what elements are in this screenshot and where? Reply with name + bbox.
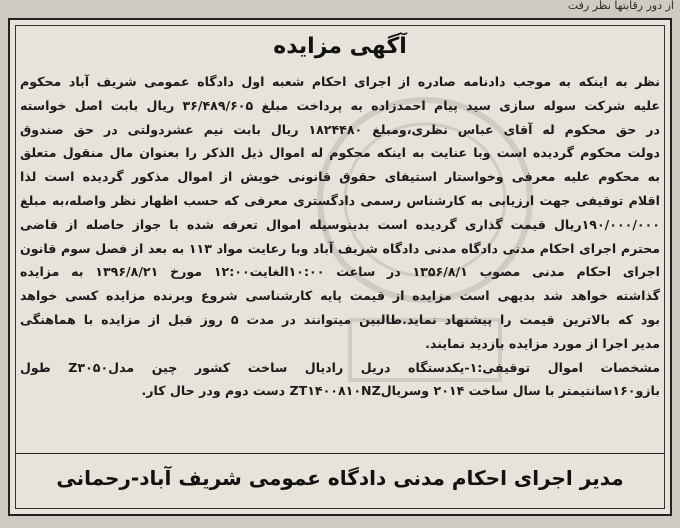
body-line: اجرای احکام مدنی مصوب ۱۳۵۶/۸/۱ در ساعت ۱۰:۰۰الغایت۱۲:۰۰ مورخ ۱۳۹۶/۸/۲۱ به مزایده <box>20 264 660 280</box>
body-line: بازو۱۶۰سانتیمتر با سال ساخت ۲۰۱۴ وسریالZT۱۴۰۰۸۱۰NZ دست دوم ودر حال کار. <box>141 383 660 399</box>
body-line: محترم اجرای احکام مدنی دادگاه مدنی دادگاه شریف آباد وبا رعایت مواد ۱۱۳ به بعد از فصل سوم قانون <box>20 240 660 256</box>
top-text-fragment: از دور رقابتها نظر رفت <box>567 0 674 12</box>
body-line: بود که بالاترین قیمت را پیشنهاد نماید.طالبین میتوانند در مدت ۵ روز قبل از مزایده با هماهنگی <box>20 311 660 327</box>
body-line: علیه شرکت سوله سازی سید پیام احمدزاده به پرداخت مبلغ ۳۶/۴۸۹/۶۰۵ ریال بابت اصل خواسته <box>20 97 660 113</box>
notice-title: آگهی مزایده <box>273 34 407 59</box>
body-line: گذاشته خواهد شد بدیهی است مزایده از قیمت پایه کارشناسی شروع وبرنده مزایده کسی خواهد <box>20 288 660 304</box>
body-line: دولت محکوم گردیده است وبا عنایت به اینکه محکوم له اموال ذیل الذکر را بعنوان مال منقول متعلق <box>20 145 660 161</box>
body-line: ۱۹۰/۰۰۰/۰۰۰ریال قیمت گذاری گردیده است بدینوسیله اموال تعرفه شده با جواز حاصله از قاضی <box>20 216 660 232</box>
notice-signature: مدیر اجرای احکام مدنی دادگاه عمومی شریف آباد-رحمانی <box>56 466 624 490</box>
notice-body <box>20 70 660 403</box>
footer-divider <box>16 453 664 454</box>
body-line: در حق محکوم له آقای عباس نظری،ومبلغ ۱۸۲۴۴۸۰ ریال بابت نیم عشردولتی در حق صندوق <box>20 121 660 137</box>
body-line: مدیر اجرا از مورد مزایده بازدید نمایند. <box>425 335 660 351</box>
body-line: به محکوم علیه معرفی وخواستار استیفای حقوق قانونی خویش از اموال مذکور گردیده است لذا <box>20 169 660 185</box>
auction-notice <box>8 18 672 516</box>
body-line: مشخصات اموال توقیفی:۱-یکدستگاه دریل رادیال ساخت کشور چین مدلZ۳۰۵۰ طول <box>20 359 660 375</box>
body-line: اقلام توقیفی جهت ارزیابی به کارشناس رسمی دادگستری معرفی که حسب اظهار نظر واصله،به مبلغ <box>20 192 660 208</box>
body-line: نظر به اینکه به موجب دادنامه صادره از اجرای احکام شعبه اول دادگاه عمومی شریف آباد محکوم <box>20 74 660 89</box>
